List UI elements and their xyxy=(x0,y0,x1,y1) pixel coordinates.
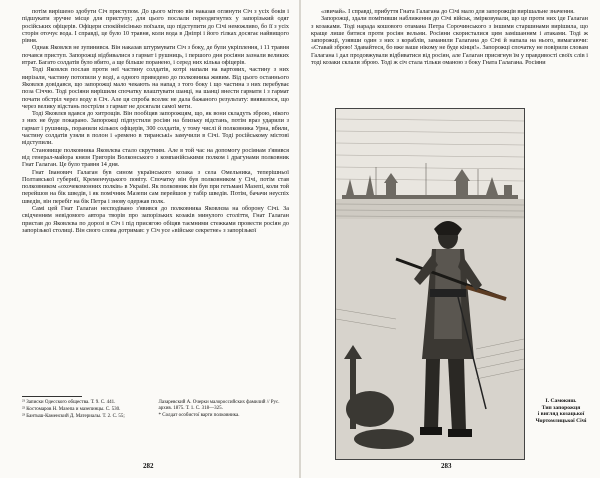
page-number: 282 xyxy=(143,462,154,470)
paragraph: Самі цей Гнат Галаган несподівано з'явився до полковника Яковлєва на оборону Січі. За свідченням невідомого автора творів про запорізьких козаків минулого століття, Гнат Галаган пристав до Яковлєва по дорозі в Січ і під присягою обіцяв таємними стежками провести росіян до запорізької столиці. Він свого слова дотримав: у Січ усе «війське секретне» з запорізької xyxy=(22,205,289,234)
paragraph: Однак Яковлєв не зупинився. Він наказав штурмувати Січ з боку, де були укріплення, і 11 травня почався приступ. Запорожці відбивалися з гармат і рушниць, і першого дня росіяни зазнали великих втрат. Багато солдатів було вбито, а ще більше поранено, і серед них кілька офіцерів. xyxy=(22,44,289,67)
footnote-column xyxy=(22,400,153,421)
paragraph: потім вирішено здобути Січ приступом. До цього мітою він наказав оглянути Січ з усіх боків і підшукати зручне місце для приступу; для цього послали переодягнутих у запорізький одяг російських офіцерів. Офіцери спокійнісінько поїхали, що підступити до Січі неможливо, бо її з усіх сторін оточує вода. І справді, це було 10 травня, коли вода в Дніпрі і його гілках досягає найвищого рівня. xyxy=(22,8,289,45)
footnote: * Солдат особистої варти полковника. xyxy=(158,413,240,418)
footnote: Лазаревский А. Очерки малороссийских фамилий // Рус. архив. 1875. Т. 1. С. 318—325. xyxy=(158,400,280,411)
footnotes xyxy=(22,400,289,421)
footnote: ²³ Бантыш-Каменский Д. Материалы. Т. 2. С. 55; xyxy=(22,414,125,419)
paragraph: «звичай». І справді, прибуття Гната Галагана до Січі мало для запорожців вирішальне значення. xyxy=(321,8,575,15)
page-number: 283 xyxy=(441,462,452,470)
left-page-body xyxy=(22,8,289,392)
cossack-engraving xyxy=(335,108,525,460)
caption-line: і вигляд козацької xyxy=(537,411,585,418)
paragraph: Гнат Іванович Галаган був сином українського козака з села Омельника, теперішньої Полтавської губернії, Кременчуцького повіту. Спочатку він був полковником у Січі, потім став полковником «охочекомонних полків» в Україні. Як полковник він був при гетьмані Мазепі, коли той перейшов на бік шведів, і як помічник Мазепи сам перейшов у табір шведів. Потім, бачачи неуспіх шведів, він перебіг на бік Петра і знову одержав полк. xyxy=(22,168,289,205)
paragraph: Тоді Яковлєв вдався до хитрощів. Він пообіцяв запорожцям, що, як вони складуть зброю, нікого з них не буде покарано. Запорожці підпустили росіян на близьку відстань, потім враз ударили з гармат і рушниць, поранили кількох офіцерів, 300 солдатів, у тому числі й полковника Урна, вбили, частину солдатів узяли в полон і «ремено в тиранські» замучили в Січі. Тоді російському містові відступили. xyxy=(22,110,289,147)
illustration-caption xyxy=(529,398,593,424)
footnote-divider xyxy=(22,396,82,397)
footnote: ²¹ Записки Одесского общества. Т. 9. С. 441. xyxy=(22,400,116,405)
caption-line: Чортомлицької Січі xyxy=(535,417,587,424)
caption-line: Тип запорожця xyxy=(541,404,581,411)
caption-line: І. Самокиш. xyxy=(545,398,577,404)
footnote: ²² Костомаров Н. Мазепа и мазепинцы. С. 530. xyxy=(22,407,121,412)
paragraph: Становище полковника Яковлєва стало скрутним. Але в той час на допомогу росіянам з'явився від генерал-майора князя Григорія Волконського з компанійськими полком і драгунами полковник Гнат Галаган. Це було травня 14 дня. xyxy=(22,146,289,169)
footnote-column xyxy=(159,400,290,421)
right-page-body xyxy=(311,8,588,102)
paragraph: Запорожці, здали помітивши наближення до Січі військ, змірковували, що це проти них іде Галаган з козаками. Тоді нарада кошового отамана Петра Сорочинського з іншими старшинами вирішила, що краще лише битися проти росіян вельми. Росіяни скористалися цим замішанням і атаками. Тоді ж запорожці, узявши один з них з кораблів, заманили Галагана до Січі й напала на нього, вимагаючи: «Ставай зброю! Здавайтеся, бо вже ваше нікому не буде кінця!». Запорожці спочатку не повірили словам Галагана і дал продовжували відбиватися від росіян, але Галаган присягнув їм у правдивості своїх слів і тоді козаки склали зброю. Тоді ж січ стала тільки оманою з боку Гната Галагана. Росіяни xyxy=(311,15,588,67)
left-page xyxy=(0,0,299,478)
engraving-drawing xyxy=(336,109,524,459)
right-page xyxy=(301,0,600,478)
paragraph: Тоді Яковлєв послав проти неї частину солдатів, котрі напали на вартових, частину з них вирізали, частину потопили у воді, а одного приведено до полковника живим. Від цього останнього Яковлєв довідався, що запорожці мало чекають на напад з того боку і що частина з них перебуває поза Січчю. Тоді росіяни вирішили спочатку влаштувати шанці, на шанці внести гармати і з гармат почати обстріл через воду в Січ. Але ця спроба вселяє не дала бажаного результату: виявилося, що через велику відстань постріли з гармат не досягали самої мети. xyxy=(22,66,289,110)
